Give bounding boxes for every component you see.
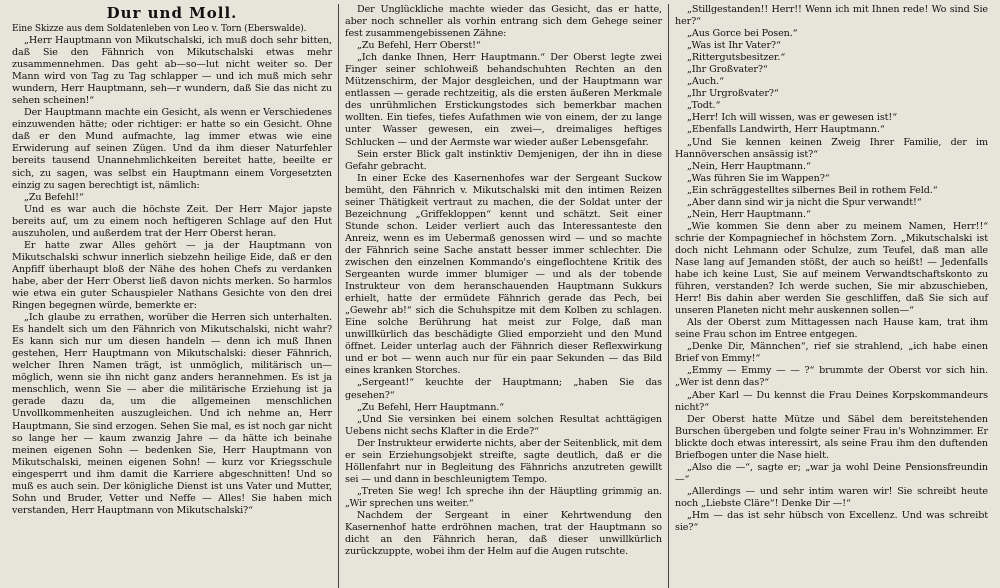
- paragraph: „Und Sie kennen keinen Zweig Ihrer Familie, der im Hannöverschen ansässig ist?“: [675, 136, 988, 160]
- paragraph: „Herr Hauptmann von Mikutschalski, ich muß doch sehr bitten, daß Sie den Fähnrich von Mikutschalski etwas mehr zusammennehmen. Das geht ab—so—lut nicht weiter so. Der Mann wird von Tag zu Tag schlapper — und ich muß mich sehr wundern, Herr Hauptmann, seh—r wundern, daß Sie das nicht zu sehen scheinen!“: [12, 35, 332, 107]
- column-3: [669, 4, 994, 588]
- paragraph: Der Hauptmann machte ein Gesicht, als wenn er Verschiedenes einzuwenden hätte; oder richtiger: er hatte so ein Gesicht. Ohne daß er den Mund aufmachte, lag immer etwas wie eine Erwiderung auf seinen Zügen. Und da ihm dieser Naturfehler bereits tausend Unannehmlichkeiten bereitet hatte, beeilte er sich, zu sagen, was selbst ein Hauptmann einem Vorgesetzten einzig zu sagen berechtigt ist, nämlich:: [12, 107, 332, 191]
- paragraph: „Zu Befehl, Herr Hauptmann.“: [357, 401, 505, 413]
- paragraph: „Aber dann sind wir ja nicht die Spur verwandt!“: [687, 196, 922, 208]
- paragraph: „Aus Gorce bei Posen.“: [687, 28, 798, 40]
- paragraph: Nachdem der Sergeant in einer Kehrtwendung den Kasernenhof hatte erdröhnen machen, trat der Hauptmann so dicht an den Fähnrich heran, daß dieser unwillkürlich zurückzuppte, wobei ihm der Helm auf die Augen rutschte.: [345, 509, 662, 558]
- paragraph: „Ihr Großvater?“: [687, 64, 768, 76]
- paragraph: In einer Ecke des Kasernenhofes war der Sergeant Suckow bemüht, den Fähnrich v. Mikutschalski mit den intimen Reizen seiner Thätigkeit vertraut zu machen, die der Soldat unter der Bezeichnung „Griffekloppen“ kennt und schätzt. Seit einer Stunde schon. Leider verliert auch das Interessanteste den Anreiz, wenn es im Uebermaß genossen wird — und so machte der Fähnrich seine Sache anstatt besser immer schlechter. Die zwischen den einzelnen Kommando's eingeflochtene Kritik des Sergeanten wurde immer blumiger — und als der tobende Instrukteur von dem heranschauenden Hauptmann Sukkurs erhielt, hatte der ermüdete Fähnrich gerade das Pech, bei „Gewehr ab!“ sich die Schuhspitze mit dem Kolben zu schlagen. Eine solche Berührung hat meist zur Folge, daß man unwillkürlich das beschädigte Glied emporzieht und den Mund öffnet. Leider unterlag auch der Fähnrich dieser Reflexwirkung und er bot — wenn auch nur für ein paar Sekunden — das Bild eines kranken Storches.: [345, 172, 662, 377]
- paragraph: Sein erster Blick galt instinktiv Demjenigen, der ihn in diese Gefahr gebracht.: [345, 148, 662, 172]
- paragraph: „Was führen Sie im Wappen?“: [687, 172, 830, 184]
- paragraph: „Ihr Urgroßvater?“: [687, 88, 779, 100]
- paragraph: Der Unglückliche machte wieder das Gesicht, das er hatte, aber noch schneller als vorhin entrang sich dem Gehege seiner fest zusammengebissenen Zähne:: [345, 4, 662, 40]
- paragraph: „Treten Sie weg! Ich spreche ihn der Häuptling grimmig an. „Wir sprechen uns weiter.“: [345, 485, 662, 509]
- paragraph: „Emmy — Emmy — — ?“ brummte der Oberst vor sich hin. „Wer ist denn das?“: [675, 365, 988, 389]
- paragraph: „Stillgestanden!! Herr!! Wenn ich mit Ihnen rede! Wo sind Sie her?“: [675, 4, 988, 28]
- paragraph: Und es war auch die höchste Zeit. Der Herr Major japste bereits auf, um zu einem noch heftigeren Schlage auf den Hut auszuholen, und außerdem trat der Herr Oberst heran.: [12, 203, 332, 239]
- paragraph: „Auch.“: [687, 76, 724, 88]
- paragraph: „Ich glaube zu errathen, worüber die Herren sich unterhalten. Es handelt sich um den Fähnrich von Mikutschalski, nicht wahr? Es kann sich nur um diesen handeln — denn ich muß Ihnen gestehen, Herr Hauptmann von Mikutschalski: dieser Fähnrich, welcher Ihren Namen trägt, ist unmöglich, militärisch un—möglich, wenn sie ihn nicht ganz anders herannehmen. Es ist ja menschlich, wenn Sie — aber die militärische Erziehung ist ja gerade dazu da, um die allgemeinen menschlichen Unvollkommenheiten auszugleichen. Und ich nehme an, Herr Hauptmann, Sie sind erzogen. Sehen Sie mal, es ist noch gar nicht so lange her — kaum zwanzig Jahre — da hätte ich beinahe meinen eigenen Sohn — bedenken Sie, Herr Hauptmann von Mikutschalski, meinen eigenen Sohn! — kurz vor Kriegsschule eingesperrt und ihm damit die Karriere abgeschnitten! Und so muß es auch sein. Der königliche Dienst ist uns Vater und Mutter, Sohn und Bruder, Vetter und Neffe — Alles! Sie haben mich verstanden, Herr Hauptmann von Mikutschalski?“: [12, 312, 332, 516]
- paragraph: „Ebenfalls Landwirth, Herr Hauptmann.“: [687, 124, 885, 136]
- paragraph: „Zu Befehl!“: [24, 191, 84, 203]
- paragraph: „Hm — das ist sehr hübsch von Excellenz. Und was schreibt sie?“: [675, 509, 988, 534]
- paragraph: Der Oberst hatte Mütze und Säbel dem bereitstehenden Burschen übergeben und folgte seiner Frau in's Wohnzimmer. Er blickte doch etwas interessirt, als seine Frau ihm den duftenden Briefbogen unter die Nase hielt.: [675, 413, 988, 461]
- paragraph: „Und Sie versinken bei einem solchen Resultat achttägigen Uebens nicht sechs Klafter in die Erde?“: [345, 413, 662, 437]
- column-2: [339, 4, 669, 588]
- paragraph: „Herr! Ich will wissen, was er gewesen ist!“: [687, 112, 897, 124]
- paragraph: „Also die —“, sagte er; „war ja wohl Deine Pensionsfreundin —“: [675, 461, 988, 485]
- paragraph: „Wie kommen Sie denn aber zu meinem Namen, Herr!!“ schrie der Kompagniechef in höchstem Zorn. „Mikutschalski ist doch nicht Lehmann oder Schulze, zum Teufel, daß man alle Nase lang auf Jemanden stößt, der auch so heißt! — Jedenfalls habe ich keine Lust, Sie auf meinem Verwandtschaftskonto zu führen, verstanden? Ich werde suchen, Sie mir abzuschieben, Herr! Bis dahin aber werden Sie geschliffen, daß Sie sich auf unseren Planeten nicht mehr auskennen sollen—“: [675, 220, 988, 317]
- paragraph: „Todt.“: [687, 100, 721, 112]
- paragraph: Er hatte zwar Alles gehört — ja der Hauptmann von Mikutschalski schwur innerlich siebzehn heilige Eide, daß er den Anpfiff überhaupt bloß der Nähe des hohen Chefs zu verdanken habe, aber der Herr Oberst ließ davon nichts merken. So harmlos wie etwa ein guter Schauspieler Nathans Gesichte von den drei Ringen begegnen würde, bemerkte er:: [12, 239, 332, 312]
- article-subtitle: Eine Skizze aus dem Soldatenleben von Leo v. Torn (Eberswalde).: [12, 24, 307, 34]
- paragraph: „Allerdings — und sehr intim waren wir! Sie schreibt heute noch „Liebste Cläre“! Denke Dir —!“: [675, 485, 988, 509]
- paragraph: Als der Oberst zum Mittagessen nach Hause kam, trat ihm seine Frau schon im Entree entgegen.: [675, 317, 988, 341]
- column-1: [6, 4, 339, 588]
- paragraph: „Ein schräggestelltes silbernes Beil in rothem Feld.“: [687, 184, 938, 196]
- paragraph: „Ich danke Ihnen, Herr Hauptmann.“ Der Oberst legte zwei Finger seiner schlohweiß behandschuhten Rechten an den Mützenschirm, der Major desgleichen, und der Hauptmann war entlassen — gerade rechtzeitig, als die ersten äußeren Merkmale des unrühmlichen Erstickungstodes sich bemerkbar machen wollten. Ein tiefes, tiefes Aufathmen wie von einem, der zu lange unter Wasser gewesen, ein zwei—, dreimaliges heftiges Schlucken — und der Aermste war wieder außer Lebensgefahr.: [345, 52, 662, 148]
- paragraph: „Nein, Herr Hauptmann.“: [687, 208, 811, 220]
- article-columns: [6, 4, 994, 588]
- paragraph: Der Instrukteur erwiderte nichts, aber der Seitenblick, mit dem er sein Erziehungsobjekt streifte, sagte deutlich, daß er die Höllenfahrt nur in Begleitung des Fähnrichs anzutreten gewillt sei — und dann in beschleunigtem Tempo.: [345, 437, 662, 485]
- article-title: Dur und Moll.: [106, 4, 238, 22]
- paragraph: „Sergeant!“ keuchte der Hauptmann; „haben Sie das gesehen?“: [345, 377, 662, 401]
- paragraph: „Was ist Ihr Vater?“: [687, 40, 781, 52]
- paragraph: „Nein, Herr Hauptmann.“: [687, 160, 811, 172]
- paragraph: „Rittergutsbesitzer.“: [687, 52, 786, 64]
- paragraph: „Denke Dir, Männchen“, rief sie strahlend, „ich habe einen Brief von Emmy!“: [675, 341, 988, 365]
- paragraph: „Aber Karl — Du kennst die Frau Deines Korpskommandeurs nicht?“: [675, 389, 988, 413]
- paragraph: „Zu Befehl, Herr Oberst!“: [357, 40, 481, 52]
